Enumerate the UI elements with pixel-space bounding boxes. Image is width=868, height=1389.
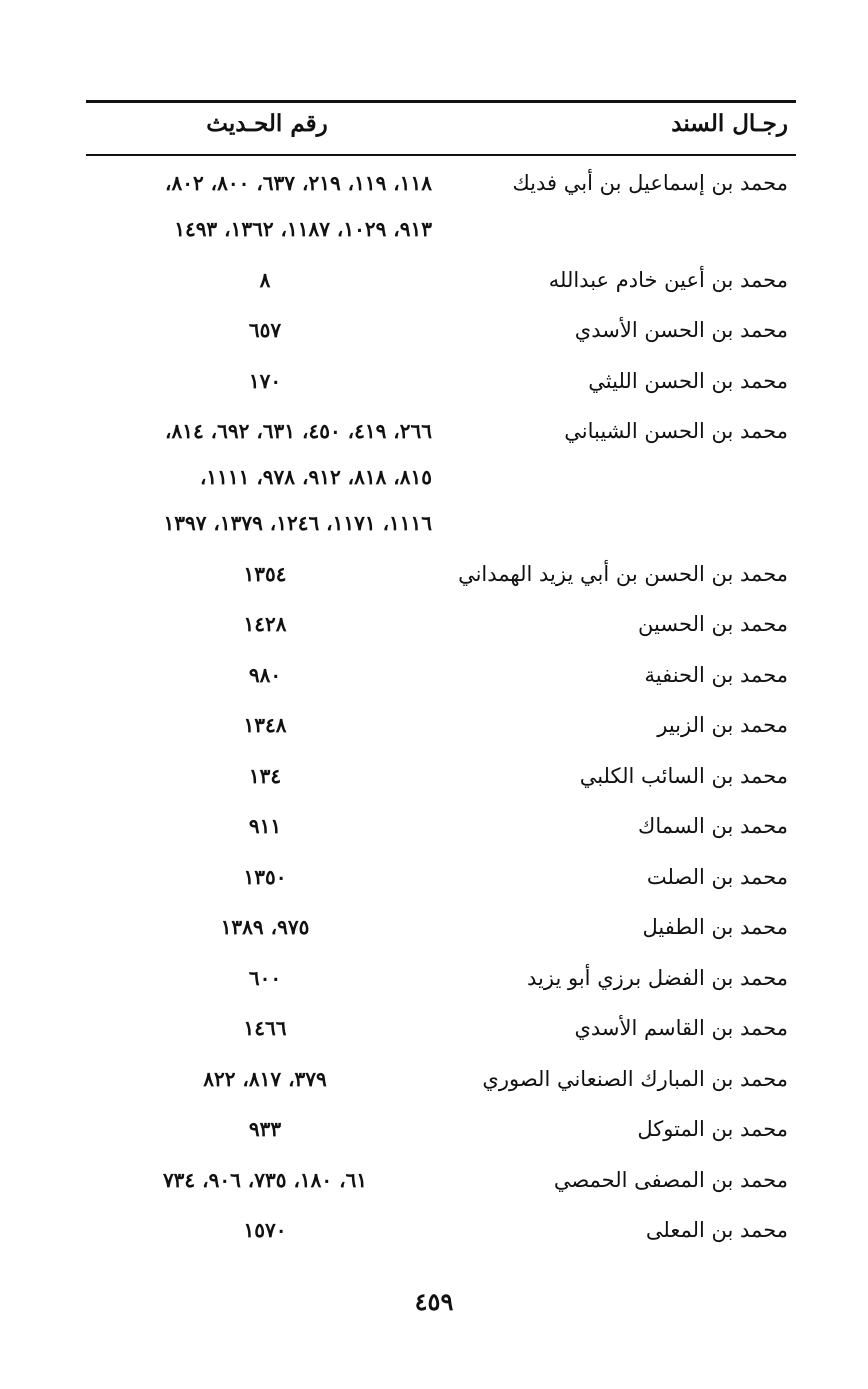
hadith-numbers: ٣٧٩، ٨١٧، ٨٢٢ xyxy=(203,1066,327,1091)
hadith-numbers: ٦٥٧ xyxy=(248,318,282,342)
hadith-numbers: ١٣٥٤ xyxy=(243,561,287,586)
narrator-name: محمد بن الحسن الأسدي xyxy=(574,318,788,342)
narrator-name: محمد بن المبارك الصنعاني الصوري xyxy=(482,1066,788,1091)
narrator-name: محمد بن إسماعيل بن أبي فديك xyxy=(512,171,788,195)
narrator-name: محمد بن الحسين xyxy=(638,612,788,636)
hadith-numbers: ٨ xyxy=(259,267,271,292)
hadith-numbers: ٦٠٠ xyxy=(248,965,282,990)
narrator-name: محمد بن السائب الكلبي xyxy=(579,763,788,788)
numbers-column-header: رقم الحـديث xyxy=(206,110,328,137)
hadith-numbers: ٩٣٣ xyxy=(248,1117,282,1141)
page-number: ٤٥٩ xyxy=(414,1287,454,1316)
hadith-numbers: ٦١، ١٨٠، ٧٣٥، ٩٠٦، ٧٣٤ xyxy=(162,1167,368,1192)
narrator-name: محمد بن السماك xyxy=(638,814,788,838)
narrator-name: محمد بن المتوكل xyxy=(637,1117,788,1141)
hadith-numbers: ١٤٢٨ xyxy=(243,612,287,636)
hadith-numbers: ٨١٥، ٨١٨، ٩١٢، ٩٧٨، ١١١١، xyxy=(199,465,432,489)
hadith-numbers: ١١٨، ١١٩، ٢١٩، ٦٣٧، ٨٠٠، ٨٠٢، xyxy=(165,171,432,195)
narrator-name: محمد بن الطفيل xyxy=(642,915,788,939)
hadith-numbers: ١٣٤ xyxy=(248,763,282,788)
hadith-numbers: ١٧٠ xyxy=(248,368,282,393)
hadith-numbers: ١١١٦، ١١٧١، ١٢٤٦، ١٣٧٩، ١٣٩٧ xyxy=(163,511,432,535)
hadith-numbers: ٩١١ xyxy=(248,814,282,838)
narrator-name: محمد بن الحسن الليثي xyxy=(588,368,788,393)
hadith-numbers: ١٤٦٦ xyxy=(243,1016,287,1040)
hadith-numbers: ١٥٧٠ xyxy=(243,1218,287,1242)
hadith-numbers: ١٣٤٨ xyxy=(243,713,287,737)
narrator-name: محمد بن الفضل برزي أبو يزيد xyxy=(527,965,788,990)
narrator-name: محمد بن أعين خادم عبدالله xyxy=(548,267,788,292)
narrator-name: محمد بن الحسن الشيباني xyxy=(564,419,788,443)
narrator-name: محمد بن المصفى الحمصي xyxy=(553,1167,788,1192)
hadith-numbers: ٢٦٦، ٤١٩، ٤٥٠، ٦٣١، ٦٩٢، ٨١٤، xyxy=(165,419,432,443)
hadith-numbers: ٩٨٠ xyxy=(248,662,282,687)
narrator-name: محمد بن القاسم الأسدي xyxy=(574,1016,788,1040)
hadith-numbers: ١٣٥٠ xyxy=(243,864,287,889)
hadith-numbers: ٩٧٥، ١٣٨٩ xyxy=(220,915,310,939)
narrator-name: محمد بن الحنفية xyxy=(644,662,788,687)
header-rule xyxy=(86,154,796,156)
hadith-numbers: ٩١٣، ١٠٢٩، ١١٨٧، ١٣٦٢، ١٤٩٣ xyxy=(174,217,432,241)
narrator-name: محمد بن الصلت xyxy=(646,864,788,889)
narrator-name: محمد بن الحسن بن أبي يزيد الهمداني xyxy=(458,561,788,586)
narrator-name: محمد بن الزبير xyxy=(657,713,788,737)
names-column-header: رجـال السند xyxy=(671,110,788,137)
top-rule xyxy=(86,100,796,103)
narrator-name: محمد بن المعلى xyxy=(645,1218,788,1242)
